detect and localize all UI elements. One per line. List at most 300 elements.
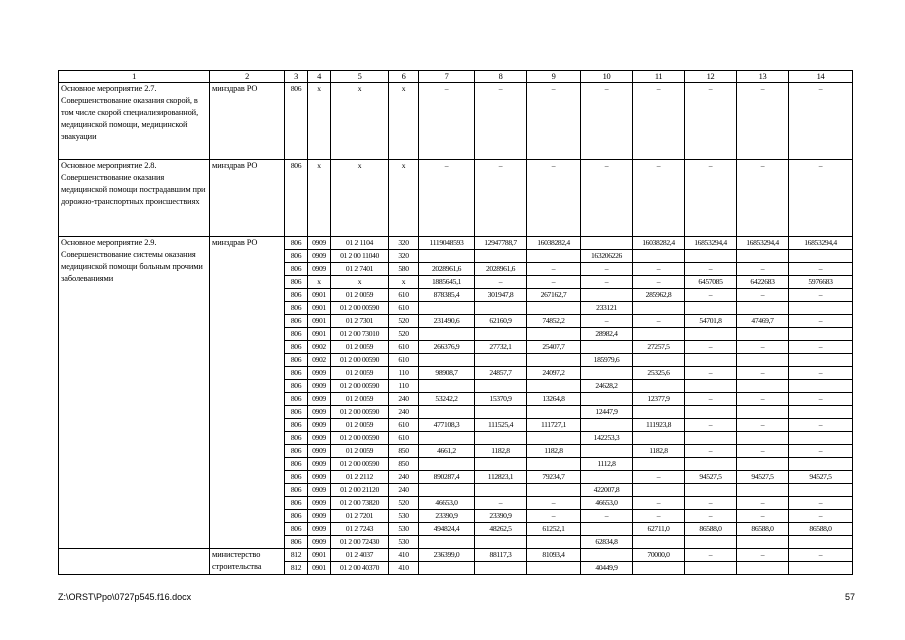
cell-col-3: 806 — [285, 536, 308, 549]
cell-col-7: 494824,4 — [419, 523, 475, 536]
cell-col-14: 94527,5 — [789, 471, 853, 484]
cell-col-13 — [737, 380, 789, 393]
cell-col-7 — [419, 432, 475, 445]
cell-col-3: 806 — [285, 302, 308, 315]
cell-col-6: 520 — [389, 497, 419, 510]
cell-col-10: 28982,4 — [581, 328, 633, 341]
cell-col-6: 320 — [389, 250, 419, 263]
cell-col-10 — [581, 471, 633, 484]
cell-col-4: х — [308, 276, 331, 289]
cell-col-14: – — [789, 549, 853, 562]
cell-col-10 — [581, 367, 633, 380]
cell-col-13: – — [737, 263, 789, 276]
cell-col-6: 240 — [389, 471, 419, 484]
cell-col-11: 285962,8 — [633, 289, 685, 302]
cell-col-5: 01 2 2112 — [331, 471, 389, 484]
cell-col-5: 01 2 4037 — [331, 549, 389, 562]
cell-col-3: 806 — [285, 250, 308, 263]
cell-col-8 — [475, 458, 527, 471]
cell-col-12: – — [685, 263, 737, 276]
cell-col-10 — [581, 445, 633, 458]
cell-col-11 — [633, 380, 685, 393]
cell-col-4: 0909 — [308, 367, 331, 380]
cell-col-10: 233121 — [581, 302, 633, 315]
cell-col-13 — [737, 250, 789, 263]
footer-filename: Z:\ORST\Ppo\0727p545.f16.docx — [58, 592, 192, 602]
cell-col-7 — [419, 458, 475, 471]
cell-col-7 — [419, 380, 475, 393]
cell-col-8: 2028961,6 — [475, 263, 527, 276]
cell-col-8 — [475, 250, 527, 263]
table-row — [59, 549, 853, 562]
cell-col-5: 01 2 00 73010 — [331, 328, 389, 341]
table-row — [59, 83, 853, 160]
cell-col-10: – — [581, 510, 633, 523]
cell-col-14 — [789, 380, 853, 393]
cell-col-4: 0909 — [308, 380, 331, 393]
measure-description: Основное мероприятие 2.9. Совершенствование системы оказания медицинской помощи больным прочими заболеваниями — [59, 237, 210, 549]
cell-col-4: 0909 — [308, 250, 331, 263]
cell-col-5: 01 2 00 00590 — [331, 458, 389, 471]
cell-col-9 — [527, 250, 581, 263]
cell-col-11 — [633, 484, 685, 497]
header-cell: 13 — [737, 71, 789, 83]
cell-col-4: 0909 — [308, 523, 331, 536]
table-body — [59, 71, 853, 575]
cell-col-4: 0909 — [308, 393, 331, 406]
cell-col-10: 1112,8 — [581, 458, 633, 471]
cell-col-10: – — [581, 263, 633, 276]
cell-col-8 — [475, 406, 527, 419]
cell-col-12: – — [685, 289, 737, 302]
cell-col-9: – — [527, 160, 581, 237]
cell-col-3: 806 — [285, 237, 308, 250]
cell-col-6: 530 — [389, 523, 419, 536]
cell-col-12: – — [685, 497, 737, 510]
cell-col-9: – — [527, 497, 581, 510]
cell-col-13: – — [737, 393, 789, 406]
cell-col-3: 806 — [285, 341, 308, 354]
cell-col-14: – — [789, 367, 853, 380]
cell-col-7: 2028961,6 — [419, 263, 475, 276]
cell-col-3: 806 — [285, 289, 308, 302]
measure-description: Основное мероприятие 2.7. Совершенствование оказания скорой, в том числе скорой специализированной, медицинской помощи, медицинской эвакуации — [59, 83, 210, 160]
cell-col-3: 806 — [285, 367, 308, 380]
cell-col-5: 01 2 00 11040 — [331, 250, 389, 263]
header-cell: 11 — [633, 71, 685, 83]
cell-col-14: – — [789, 289, 853, 302]
cell-col-14 — [789, 536, 853, 549]
cell-col-8: 111525,4 — [475, 419, 527, 432]
cell-col-3: 806 — [285, 160, 308, 237]
cell-col-13: 6422683 — [737, 276, 789, 289]
cell-col-12: – — [685, 419, 737, 432]
cell-col-10: – — [581, 160, 633, 237]
cell-col-11: 62711,0 — [633, 523, 685, 536]
header-cell: 12 — [685, 71, 737, 83]
cell-col-3: 806 — [285, 523, 308, 536]
cell-col-5: 01 2 0059 — [331, 393, 389, 406]
cell-col-6: 580 — [389, 263, 419, 276]
cell-col-6: 240 — [389, 406, 419, 419]
cell-col-3: 806 — [285, 471, 308, 484]
cell-col-9 — [527, 484, 581, 497]
cell-col-11: – — [633, 83, 685, 160]
cell-col-9 — [527, 536, 581, 549]
cell-col-13 — [737, 536, 789, 549]
cell-col-3: 812 — [285, 549, 308, 562]
cell-col-12 — [685, 250, 737, 263]
cell-col-6: 320 — [389, 237, 419, 250]
cell-col-4: 0901 — [308, 549, 331, 562]
cell-col-8 — [475, 536, 527, 549]
cell-col-8 — [475, 354, 527, 367]
cell-col-4: 0909 — [308, 458, 331, 471]
cell-col-9 — [527, 302, 581, 315]
cell-col-12: 6457085 — [685, 276, 737, 289]
cell-col-14 — [789, 354, 853, 367]
responsible-executor: минздрав РО — [210, 160, 285, 237]
cell-col-5: 01 2 7243 — [331, 523, 389, 536]
header-cell: 14 — [789, 71, 853, 83]
cell-col-13: – — [737, 549, 789, 562]
cell-col-6: 610 — [389, 302, 419, 315]
cell-col-8 — [475, 432, 527, 445]
cell-col-13 — [737, 458, 789, 471]
cell-col-9: 13264,8 — [527, 393, 581, 406]
cell-col-13: – — [737, 160, 789, 237]
table-row — [59, 237, 853, 250]
cell-col-8 — [475, 302, 527, 315]
cell-col-10 — [581, 237, 633, 250]
cell-col-9: 111727,1 — [527, 419, 581, 432]
cell-col-13: – — [737, 289, 789, 302]
cell-col-6: х — [389, 276, 419, 289]
cell-col-9: 74852,2 — [527, 315, 581, 328]
responsible-executor: минздрав РО — [210, 83, 285, 160]
header-cell: 6 — [389, 71, 419, 83]
cell-col-8 — [475, 328, 527, 341]
cell-col-4: 0901 — [308, 328, 331, 341]
cell-col-8: 15370,9 — [475, 393, 527, 406]
cell-col-13 — [737, 484, 789, 497]
cell-col-11: – — [633, 510, 685, 523]
cell-col-6: х — [389, 83, 419, 160]
cell-col-9: – — [527, 276, 581, 289]
cell-col-12: – — [685, 160, 737, 237]
cell-col-13 — [737, 328, 789, 341]
cell-col-7: 1119048593 — [419, 237, 475, 250]
cell-col-6: 520 — [389, 315, 419, 328]
cell-col-13 — [737, 432, 789, 445]
cell-col-8: 24857,7 — [475, 367, 527, 380]
cell-col-14: – — [789, 419, 853, 432]
cell-col-10 — [581, 289, 633, 302]
cell-col-10: 12447,9 — [581, 406, 633, 419]
cell-col-8 — [475, 380, 527, 393]
cell-col-7: – — [419, 83, 475, 160]
cell-col-12 — [685, 536, 737, 549]
cell-col-12: – — [685, 445, 737, 458]
cell-col-10: 422007,8 — [581, 484, 633, 497]
cell-col-6: 610 — [389, 289, 419, 302]
cell-col-7 — [419, 484, 475, 497]
cell-col-5: 01 2 00 00590 — [331, 432, 389, 445]
cell-col-11: 111923,8 — [633, 419, 685, 432]
cell-col-13: – — [737, 83, 789, 160]
cell-col-7 — [419, 406, 475, 419]
cell-col-6: 610 — [389, 354, 419, 367]
cell-col-14: – — [789, 445, 853, 458]
cell-col-5: 01 2 1104 — [331, 237, 389, 250]
cell-col-9: 81093,4 — [527, 549, 581, 562]
cell-col-9: – — [527, 83, 581, 160]
cell-col-7: 236399,0 — [419, 549, 475, 562]
cell-col-9 — [527, 380, 581, 393]
cell-col-3: 806 — [285, 83, 308, 160]
cell-col-7: 46653,0 — [419, 497, 475, 510]
cell-col-9 — [527, 328, 581, 341]
cell-col-8: 48262,5 — [475, 523, 527, 536]
cell-col-13: – — [737, 419, 789, 432]
cell-col-12: 94527,5 — [685, 471, 737, 484]
cell-col-7: 98908,7 — [419, 367, 475, 380]
cell-col-13: 16853294,4 — [737, 237, 789, 250]
cell-col-7: 1885645,1 — [419, 276, 475, 289]
cell-col-9: 1182,8 — [527, 445, 581, 458]
cell-col-14 — [789, 562, 853, 575]
cell-col-12: – — [685, 367, 737, 380]
cell-col-5: х — [331, 83, 389, 160]
cell-col-12 — [685, 406, 737, 419]
cell-col-8: 301947,8 — [475, 289, 527, 302]
cell-col-6: 610 — [389, 341, 419, 354]
cell-col-8: – — [475, 83, 527, 160]
cell-col-14 — [789, 484, 853, 497]
cell-col-11: – — [633, 497, 685, 510]
cell-col-12: 16853294,4 — [685, 237, 737, 250]
cell-col-8: 27732,1 — [475, 341, 527, 354]
cell-col-4: 0909 — [308, 471, 331, 484]
cell-col-12: – — [685, 341, 737, 354]
measure-description — [59, 549, 210, 575]
cell-col-5: 01 2 0059 — [331, 341, 389, 354]
cell-col-10 — [581, 419, 633, 432]
cell-col-13: 47469,7 — [737, 315, 789, 328]
cell-col-3: 806 — [285, 393, 308, 406]
cell-col-3: 806 — [285, 263, 308, 276]
cell-col-5: 01 2 00 72430 — [331, 536, 389, 549]
cell-col-3: 806 — [285, 458, 308, 471]
cell-col-9 — [527, 406, 581, 419]
cell-col-5: 01 2 00 00590 — [331, 354, 389, 367]
cell-col-9: 25407,7 — [527, 341, 581, 354]
cell-col-9: 61252,1 — [527, 523, 581, 536]
cell-col-7: 4661,2 — [419, 445, 475, 458]
cell-col-7 — [419, 302, 475, 315]
cell-col-3: 806 — [285, 354, 308, 367]
cell-col-9: 16038282,4 — [527, 237, 581, 250]
cell-col-9: 79234,7 — [527, 471, 581, 484]
responsible-executor: министерство строительства — [210, 549, 285, 575]
cell-col-3: 806 — [285, 484, 308, 497]
cell-col-12 — [685, 354, 737, 367]
cell-col-8: 62160,9 — [475, 315, 527, 328]
cell-col-5: 01 2 00 00590 — [331, 380, 389, 393]
cell-col-5: 01 2 7401 — [331, 263, 389, 276]
cell-col-6: 110 — [389, 380, 419, 393]
cell-col-4: 0909 — [308, 536, 331, 549]
cell-col-14: – — [789, 341, 853, 354]
cell-col-4: 0902 — [308, 341, 331, 354]
cell-col-4: 0909 — [308, 263, 331, 276]
responsible-executor: минздрав РО — [210, 237, 285, 549]
cell-col-11 — [633, 536, 685, 549]
cell-col-4: 0909 — [308, 510, 331, 523]
cell-col-8 — [475, 484, 527, 497]
cell-col-4: 0909 — [308, 237, 331, 250]
cell-col-9 — [527, 458, 581, 471]
cell-col-3: 806 — [285, 497, 308, 510]
cell-col-5: 01 2 0059 — [331, 419, 389, 432]
cell-col-5: 01 2 0059 — [331, 289, 389, 302]
cell-col-5: х — [331, 160, 389, 237]
cell-col-4: 0901 — [308, 315, 331, 328]
cell-col-7: 878385,4 — [419, 289, 475, 302]
header-cell: 1 — [59, 71, 210, 83]
cell-col-14: – — [789, 160, 853, 237]
cell-col-13: 94527,5 — [737, 471, 789, 484]
cell-col-11: 25325,6 — [633, 367, 685, 380]
header-cell: 8 — [475, 71, 527, 83]
cell-col-3: 806 — [285, 419, 308, 432]
header-row — [59, 71, 853, 83]
cell-col-7: 266376,9 — [419, 341, 475, 354]
cell-col-11: – — [633, 471, 685, 484]
cell-col-14 — [789, 328, 853, 341]
cell-col-3: 806 — [285, 445, 308, 458]
cell-col-13: – — [737, 445, 789, 458]
cell-col-6: 610 — [389, 432, 419, 445]
cell-col-14: – — [789, 393, 853, 406]
cell-col-12 — [685, 432, 737, 445]
cell-col-6: 110 — [389, 367, 419, 380]
cell-col-11 — [633, 458, 685, 471]
cell-col-11: 16038282,4 — [633, 237, 685, 250]
cell-col-5: 01 2 00 00590 — [331, 302, 389, 315]
cell-col-8: 88117,3 — [475, 549, 527, 562]
header-cell: 10 — [581, 71, 633, 83]
cell-col-7 — [419, 250, 475, 263]
header-cell: 4 — [308, 71, 331, 83]
cell-col-10: 40449,9 — [581, 562, 633, 575]
table-row — [59, 160, 853, 237]
cell-col-13 — [737, 354, 789, 367]
cell-col-3: 806 — [285, 328, 308, 341]
cell-col-4: 0909 — [308, 484, 331, 497]
cell-col-14: 16853294,4 — [789, 237, 853, 250]
cell-col-12 — [685, 458, 737, 471]
cell-col-6: 520 — [389, 328, 419, 341]
cell-col-10 — [581, 393, 633, 406]
cell-col-7: 23390,9 — [419, 510, 475, 523]
cell-col-9: 24097,2 — [527, 367, 581, 380]
cell-col-7 — [419, 328, 475, 341]
cell-col-14: – — [789, 83, 853, 160]
cell-col-11 — [633, 354, 685, 367]
cell-col-13: – — [737, 367, 789, 380]
cell-col-7: 53242,2 — [419, 393, 475, 406]
header-cell: 3 — [285, 71, 308, 83]
cell-col-6: 850 — [389, 445, 419, 458]
cell-col-4: 0909 — [308, 445, 331, 458]
cell-col-5: х — [331, 276, 389, 289]
cell-col-12 — [685, 328, 737, 341]
cell-col-10: – — [581, 315, 633, 328]
cell-col-11: 12377,9 — [633, 393, 685, 406]
cell-col-8: – — [475, 497, 527, 510]
cell-col-8: 12947788,7 — [475, 237, 527, 250]
cell-col-4: 0909 — [308, 432, 331, 445]
cell-col-14: – — [789, 263, 853, 276]
cell-col-5: 01 2 00 00590 — [331, 406, 389, 419]
cell-col-8: – — [475, 160, 527, 237]
cell-col-8: – — [475, 276, 527, 289]
cell-col-3: 806 — [285, 510, 308, 523]
cell-col-4: 0902 — [308, 354, 331, 367]
cell-col-9: 267162,7 — [527, 289, 581, 302]
cell-col-11 — [633, 250, 685, 263]
cell-col-8 — [475, 562, 527, 575]
cell-col-6: х — [389, 160, 419, 237]
cell-col-10: 185979,6 — [581, 354, 633, 367]
cell-col-11 — [633, 328, 685, 341]
budget-table — [58, 70, 853, 575]
cell-col-6: 610 — [389, 419, 419, 432]
cell-col-8: 23390,9 — [475, 510, 527, 523]
cell-col-13 — [737, 302, 789, 315]
cell-col-3: 806 — [285, 406, 308, 419]
cell-col-14 — [789, 302, 853, 315]
cell-col-13 — [737, 406, 789, 419]
cell-col-13: – — [737, 497, 789, 510]
cell-col-6: 530 — [389, 510, 419, 523]
cell-col-4: х — [308, 160, 331, 237]
cell-col-8: 1182,8 — [475, 445, 527, 458]
cell-col-6: 240 — [389, 393, 419, 406]
cell-col-7 — [419, 536, 475, 549]
cell-col-10: 163206226 — [581, 250, 633, 263]
cell-col-12 — [685, 484, 737, 497]
cell-col-3: 806 — [285, 315, 308, 328]
cell-col-4: 0901 — [308, 289, 331, 302]
cell-col-12: – — [685, 393, 737, 406]
cell-col-12: – — [685, 510, 737, 523]
cell-col-10 — [581, 523, 633, 536]
cell-col-11: – — [633, 263, 685, 276]
cell-col-5: 01 2 0059 — [331, 445, 389, 458]
header-cell: 7 — [419, 71, 475, 83]
cell-col-11 — [633, 562, 685, 575]
cell-col-11: 70000,0 — [633, 549, 685, 562]
cell-col-12: – — [685, 83, 737, 160]
cell-col-7 — [419, 354, 475, 367]
cell-col-6: 410 — [389, 549, 419, 562]
page-number: 57 — [844, 592, 855, 602]
cell-col-10: – — [581, 276, 633, 289]
cell-col-10: – — [581, 83, 633, 160]
cell-col-11 — [633, 302, 685, 315]
